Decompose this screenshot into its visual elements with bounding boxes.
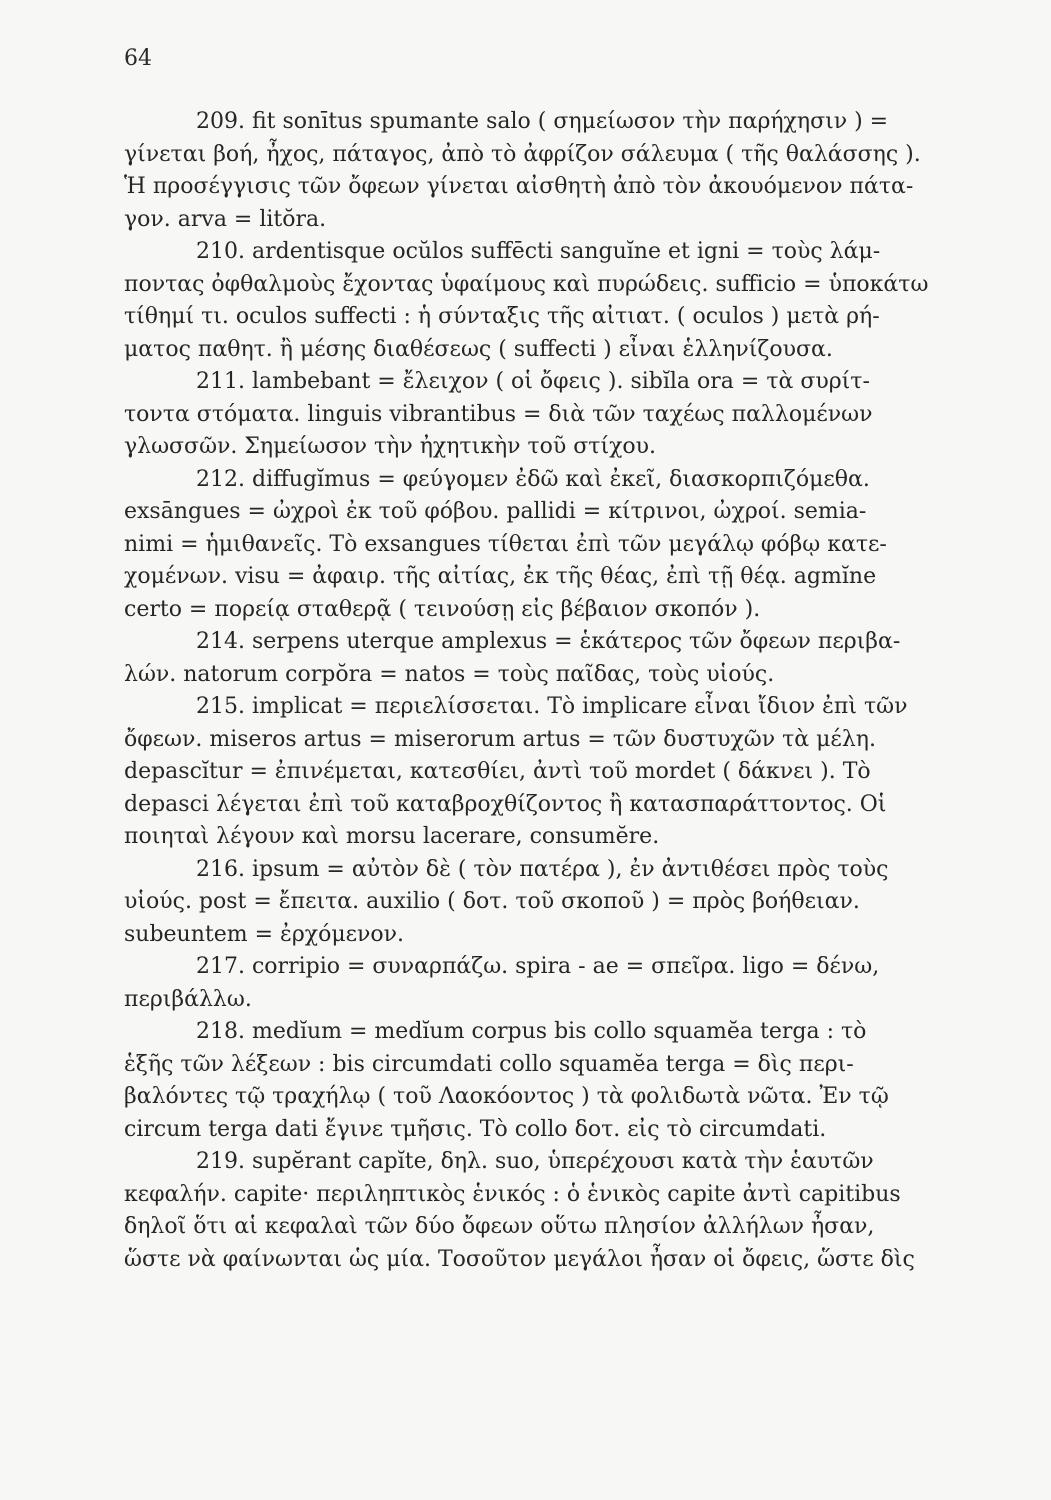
text-line [124,951,964,984]
verse-number: 219. [196,1149,245,1174]
paragraph-212 [124,464,964,627]
verse-number: 216. [196,856,245,882]
text-line [124,366,964,399]
text-line: Ἡ προσέγγισις τῶν ὄφεων γίνεται αἰσθητὴ ἀπὸ τὸν ἀκουόμενον πάτα- [124,174,914,199]
paragraph-214 [124,626,964,691]
paragraph-210 [124,236,964,366]
text-line: circum terga dati ἔγινε τμῆσις. Τὸ collo δοτ. εἰς τὸ circumdati. [124,1116,827,1142]
text-line: certo = πορείᾳ σταθερᾷ ( τεινούσῃ εἰς βέβαιον σκοπόν ). [124,596,761,622]
page-number: 64 [124,46,152,71]
paragraph-218 [124,1016,964,1146]
line-text: ipsum = αὐτὸν δὲ ( τὸν πατέρα ), ἐν ἀντιθέσει πρὸς τοὺς [251,856,889,882]
text-line [124,854,964,887]
line-text: lambebant = ἔλειχον ( οἱ ὄφεις ). sibĭla ora = τὰ συρίτ- [251,369,870,394]
text-line [124,1146,964,1179]
line-text: corripio = συναρπάζω. spira - ae = σπεῖρα. ligo = δένω, [251,954,880,979]
text-line: ποντας ὀφθαλμοὺς ἔχοντας ὑφαίμους καὶ πυρώδεις. sufficio = ὑποκάτω [124,271,929,297]
text-line: γλωσσῶν. Σημείωσον τὴν ἠχητικὴν τοῦ στίχου. [124,434,657,459]
text-line: ὥστε νὰ φαίνωνται ὡς μία. Τοσοῦτον μεγάλοι ἦσαν οἱ ὄφεις, ὥστε δὶς [124,1246,915,1272]
text-line: τοντα στόματα. linguis vibrantibus = διὰ τῶν ταχέως παλλομένων [124,401,873,427]
text-line: ἑξῆς τῶν λέξεων : bis circumdati collo squamĕa terga = δὶς περι- [124,1051,854,1077]
line-text: ardentisque ocŭlos suffēcti sanguĭne et igni = τοὺς λάμ- [251,239,881,264]
commentary-text [124,106,964,1276]
text-line: υἱούς. post = ἔπειτα. auxilio ( δοτ. τοῦ σκοποῦ ) = πρὸς βοήθειαν. [124,889,860,914]
line-text: implicat = περιελίσσεται. Τὸ implicare εἶναι ἴδιον ἐπὶ τῶν [251,694,908,719]
text-line: depasci λέγεται ἐπὶ τοῦ καταβροχθίζοντος ἢ κατασπαράττοντος. Οἱ [124,791,887,817]
text-line: γον. arva = litŏra. [124,206,327,232]
text-line [124,626,964,659]
text-line [124,106,964,139]
line-text: supĕrant capĭte, δηλ. suo, ὑπερέχουσι κατὰ τὴν ἑαυτῶν [251,1149,874,1174]
text-line: χομένων. visu = ἀφαιρ. τῆς αἰτίας, ἐκ τῆς θέας, ἐπὶ τῇ θέᾳ. agmĭne [124,564,877,589]
text-line: τίθημί τι. oculos suffecti : ἡ σύνταξις τῆς αἰτιατ. ( oculos ) μετὰ ρή- [124,304,880,329]
text-line: βαλόντες τῷ τραχήλῳ ( τοῦ Λαοκόοντος ) τὰ φολιδωτὰ νῶτα. Ἐν τῷ [124,1084,889,1109]
paragraph-215 [124,691,964,854]
line-text: diffugĭmus = φεύγομεν ἐδῶ καὶ ἐκεῖ, διασκορπιζόμεθα. [251,466,870,492]
text-line: nimi = ἡμιθανεῖς. Τὸ exsangues τίθεται ἐπὶ τῶν μεγάλῳ φόβῳ κατε- [124,531,887,557]
text-line [124,691,964,724]
text-line: περιβάλλω. [124,986,252,1012]
line-text: fit sonītus spumante salo ( σημείωσον τὴν παρήχησιν ) = [251,109,889,134]
text-line [124,236,964,269]
verse-number: 210. [196,239,245,264]
line-text: medĭum = medĭum corpus bis collo squamĕa terga : τὸ [251,1019,867,1044]
text-line [124,1016,964,1049]
paragraph-217 [124,951,964,1016]
verse-number: 217. [196,954,245,979]
text-line: ματος παθητ. ἢ μέσης διαθέσεως ( suffecti ) εἶναι ἑλληνίζουσα. [124,336,833,362]
paragraph-209 [124,106,964,236]
text-line: depascĭtur = ἐπινέμεται, κατεσθίει, ἀντὶ τοῦ mordet ( δάκνει ). Τὸ [124,759,871,784]
verse-number: 215. [196,694,245,719]
text-line: ὄφεων. miseros artus = miserorum artus = τῶν δυστυχῶν τὰ μέλη. [124,726,876,752]
text-line: exsāngues = ὠχροὶ ἐκ τοῦ φόβου. pallidi = κίτρινοι, ὠχροί. semia- [124,499,867,524]
text-line: δηλοῖ ὅτι αἱ κεφαλαὶ τῶν δύο ὄφεων οὕτω πλησίον ἀλλήλων ἦσαν, [124,1214,875,1239]
line-text: serpens uterque amplexus = ἑκάτερος τῶν ὄφεων περιβα- [251,629,901,654]
text-line: λών. natorum corpŏra = natos = τοὺς παῖδας, τοὺς υἱούς. [124,661,775,687]
verse-number: 211. [196,369,245,394]
text-line: ποιηταὶ λέγουν καὶ morsu lacerare, consumĕre. [124,824,660,849]
verse-number: 218. [196,1019,245,1044]
text-line: κεφαλήν. capite· περιληπτικὸς ἑνικός : ὁ ἑνικὸς capite ἀντὶ capitibus [124,1181,901,1207]
paragraph-211 [124,366,964,464]
verse-number: 212. [196,466,245,492]
verse-number: 209. [196,109,245,134]
paragraph-216 [124,854,964,952]
verse-number: 214. [196,629,245,654]
text-line: γίνεται βοή, ἦχος, πάταγος, ἀπὸ τὸ ἀφρίζον σάλευμα ( τῆς θαλάσσης ). [124,141,921,167]
paragraph-219 [124,1146,964,1276]
text-line: subeuntem = ἐρχόμενον. [124,921,405,947]
text-line [124,464,964,497]
